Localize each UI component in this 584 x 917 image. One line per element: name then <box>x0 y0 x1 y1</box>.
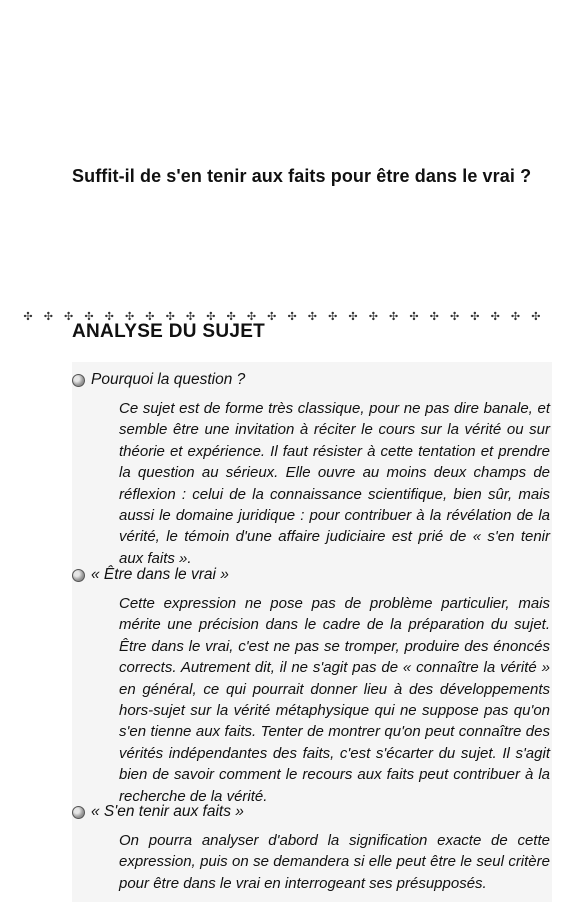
ornament-glyph: ✣ <box>145 311 155 323</box>
subsection-title <box>72 801 552 823</box>
ornament-glyph: ✣ <box>470 311 480 323</box>
ornament-glyph: ✣ <box>368 311 378 323</box>
subsection-paragraph: Ce sujet est de forme très classique, pour ne pas dire banale, et semble être une invitation à réciter le cours sur la vérité ou sur théorie et expérience. Il faut résister à cette tentation et prendre la question au sérieux. Elle ouvre au moins deux champs de réflexion : celui de la connaissance scientifique, bien sûr, mais aussi le domaine juridique : pour contribuer à la révélation de la vérité, le témoin d'une affaire judiciaire est prié de « s'en tenir aux faits ». <box>119 400 550 567</box>
subsection-paragraph: Cette expression ne pose pas de problème particulier, mais mérite une précision dans le cadre de la préparation du sujet. Être dans le vrai, c'est ne pas se tromper, produire des énoncés corrects. Autrement dit, il ne s'agit pas de « connaître la vérité » en général, ce qui pourrait donner lieu à des développements hors-sujet sur la vérité métaphysique qui ne suppose pas qu'on s'en tienne aux faits. Tenter de montrer qu'on peut connaître des vérités indépendantes des faits, c'est s'écarter du sujet. Il s'agit bien de savoir comment le recours aux faits peut contribuer à la recherche de la vérité. <box>119 595 550 805</box>
subsection-etre-vrai <box>72 564 552 807</box>
subsection-why <box>72 369 552 569</box>
ornament-glyph: ✣ <box>307 311 317 323</box>
round-bullet-icon <box>72 569 85 582</box>
ornament-glyph: ✣ <box>389 311 399 323</box>
ornament-glyph: ✣ <box>409 311 419 323</box>
round-bullet-icon <box>72 806 85 819</box>
subsection-paragraph: On pourra analyser d'abord la signification exacte de cette expression, puis on se demandera si elle peut être le seul critère pour être dans le vrai en interrogeant ses présupposés. <box>119 832 550 892</box>
ornament-glyph: ✣ <box>23 311 33 323</box>
subsection-tenir-faits <box>72 801 552 894</box>
ornament-glyph: ✣ <box>429 311 439 323</box>
ornament-glyph: ✣ <box>246 311 257 323</box>
round-bullet-icon <box>72 374 85 387</box>
ornament-glyph: ✣ <box>267 311 277 323</box>
ornament-glyph: ✣ <box>287 311 297 323</box>
essay-question: Suffit-il de s'en tenir aux faits pour être dans le vrai ? <box>72 166 532 186</box>
ornament-glyph: ✣ <box>531 311 541 323</box>
subsection-title-text: « S'en tenir aux faits » <box>91 803 244 820</box>
ornament-glyph: ✣ <box>510 311 521 323</box>
section-heading: ANALYSE DU SUJET <box>72 321 266 342</box>
ornament-glyph: ✣ <box>206 311 216 323</box>
ornament-glyph: ✣ <box>104 311 114 323</box>
ornament-glyph: ✣ <box>84 311 94 323</box>
ornament-glyph: ✣ <box>43 311 53 323</box>
ornament-glyph: ✣ <box>124 311 135 323</box>
ornament-glyph: ✣ <box>185 311 196 323</box>
ornament-glyph: ✣ <box>64 311 74 323</box>
subsection-title-text: Pourquoi la question ? <box>91 371 246 388</box>
subsection-title <box>72 564 552 586</box>
ornament-glyph: ✣ <box>348 311 358 323</box>
subsection-title-text: « Être dans le vrai » <box>91 566 229 583</box>
ornament-glyph: ✣ <box>328 311 338 323</box>
ornament-glyph: ✣ <box>226 311 236 323</box>
subsection-title <box>72 369 552 391</box>
ornament-glyph: ✣ <box>490 311 500 323</box>
ornament-glyph: ✣ <box>449 311 460 323</box>
ornament-glyph: ✣ <box>165 311 175 323</box>
